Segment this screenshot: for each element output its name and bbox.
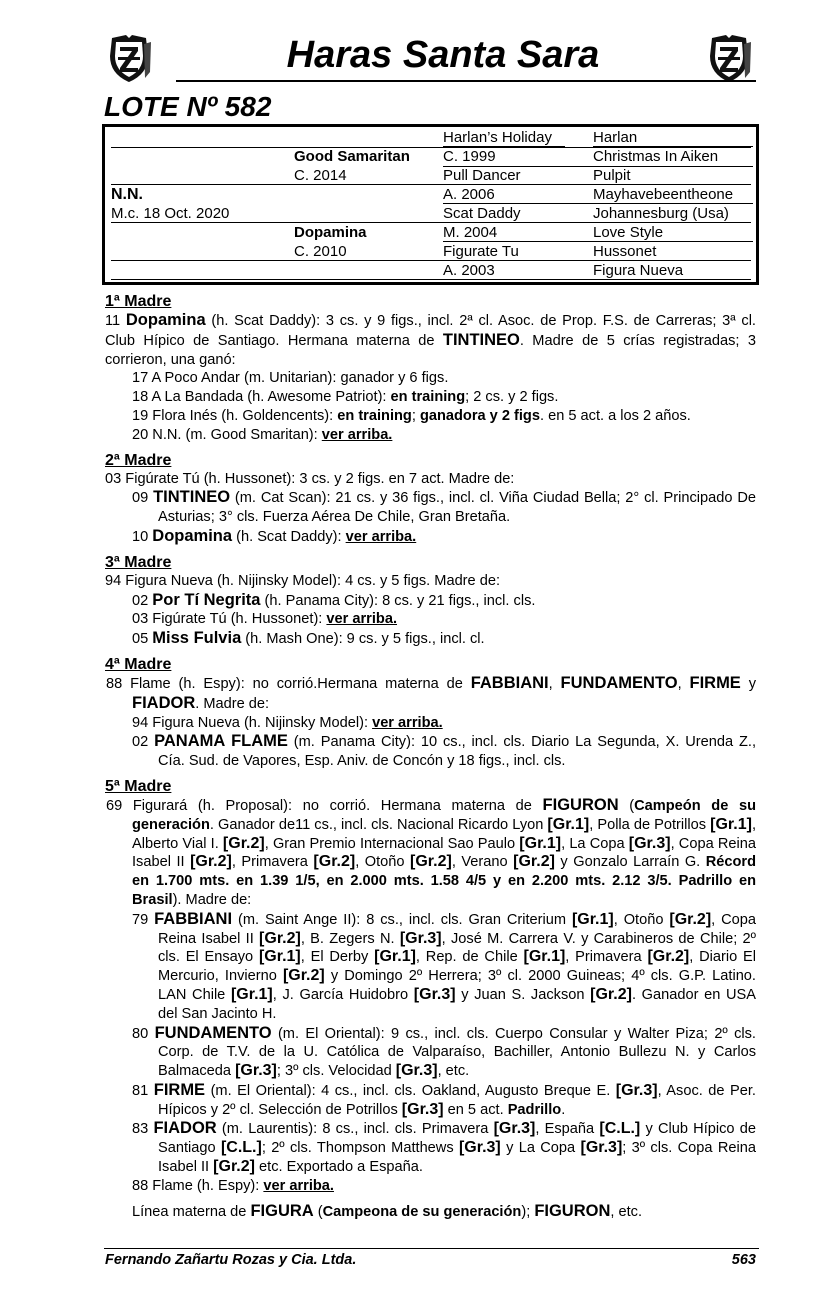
pedigree-cell: C. 1999 <box>443 148 496 165</box>
fifth-dam-entry: 69 Figurará (h. Proposal): no corrió. Hermana materna de FIGURON (Campeón de su generación. Ganador de11 cs., incl. cls. Nacional Ricardo Lyon [Gr.1], Polla de Potrillos [Gr.1], Alberto Vial I. [Gr.2], Gran Premio Internacional Sao Paulo [Gr.1], La Copa [Gr.3], Copa Reina Isabel II [Gr.2], Primavera [Gr.2], Otoño [Gr.2], Verano [Gr.2] y Gonzalo Larraín G. Récord en 1.700 mts. en 1.39 1/5, en 2.000 mts. 1.58 4/5 y en 2.200 mts. 2.12 3/5. Padrillo en Brasil). Madre de: <box>106 795 757 908</box>
see-above-link[interactable]: ver arriba. <box>345 528 417 545</box>
section-title-fourth-dam: 4ª Madre <box>105 655 172 673</box>
see-above-link[interactable]: ver arriba. <box>321 426 393 443</box>
produce-item: 03 Figúrate Tú (h. Hussonet): ver arriba. <box>132 611 398 628</box>
pedigree-cell: C. 2014 <box>294 167 347 184</box>
produce-item: 10 Dopamina (h. Scat Daddy): ver arriba. <box>132 526 417 545</box>
pedigree-row <box>105 243 756 262</box>
page-title: Haras Santa Sara <box>286 34 600 76</box>
pedigree-row <box>105 262 756 281</box>
pedigree-cell: Harlan <box>593 129 638 146</box>
pedigree-line <box>111 260 751 261</box>
produce-item: 19 Flora Inés (h. Goldencents): en training; ganadora y 2 figs. en 5 act. a los 2 años. <box>132 407 691 424</box>
section-title-fifth-dam: 5ª Madre <box>105 777 172 795</box>
horse-name: Miss Fulvia <box>152 629 242 648</box>
produce-item: 20 N.N. (m. Good Smaritan): ver arriba. <box>132 426 393 443</box>
pedigree-birth: M.c. 18 Oct. 2020 <box>111 205 230 222</box>
pedigree-row <box>105 167 756 186</box>
pedigree-line <box>111 184 751 185</box>
pedigree-cell: Figurate Tu <box>443 243 519 260</box>
pedigree-cell: M. 2004 <box>443 224 498 241</box>
produce-item: 02 PANAMA FLAME (m. Panama City): 10 cs., incl. cls. Diario La Segunda, X. Urenda Z., Cía. Sud. de Vapores, Esp. Aniv. de Concón y 18 figs., incl. cls. <box>132 732 757 770</box>
pedigree-line <box>443 203 753 204</box>
produce-item: 94 Figura Nueva (h. Nijinsky Model): ver arriba. <box>132 714 443 731</box>
produce-item: 02 Por Tí Negrita (h. Panama City): 8 cs. y 21 figs., incl. cls. <box>132 590 536 609</box>
pedigree-cell: Love Style <box>593 224 664 241</box>
pedigree-sire: Good Samaritan <box>294 148 410 165</box>
pedigree-table <box>102 124 759 285</box>
footer-divider <box>104 1248 759 1249</box>
pedigree-row <box>105 129 756 148</box>
see-above-link[interactable]: ver arriba. <box>263 1177 334 1194</box>
produce-item: 05 Miss Fulvia (h. Mash One): 9 cs. y 5 figs., incl. cl. <box>132 629 485 648</box>
pedigree-line <box>443 166 753 167</box>
pedigree-line <box>111 147 751 148</box>
produce-item: 88 Flame (h. Espy): ver arriba. <box>132 1177 334 1194</box>
produce-item: 79 FABBIANI (m. Saint Ange II): 8 cs., incl. cls. Gran Criterium [Gr.1], Otoño [Gr.2], Copa Reina Isabel II [Gr.2], B. Zegers N. [Gr.3], José M. Carrera V. y Carabineros de Chile; 2º cls. El Ensayo [Gr.1], El Derby [Gr.1], Rep. de Chile [Gr.1], Primavera [Gr.2], Diario El Mercurio, Invierno [Gr.2] y Domingo 2º Herrera; 3º cl. 2000 Guineas; 4º cls. G.P. Latino. LAN Chile [Gr.1], J. García Huidobro [Gr.3] y Juan S. Jackson [Gr.2]. Ganador en USA del San Jacinto H. <box>132 909 757 1022</box>
see-above-link[interactable]: ver arriba. <box>326 611 398 628</box>
pedigree-cell: A. 2003 <box>443 262 495 279</box>
pedigree-notes <box>105 292 756 1221</box>
produce-item: 17 A Poco Andar (m. Unitarian): ganador y 6 figs. <box>132 370 449 387</box>
pedigree-cell: C. 2010 <box>294 243 347 260</box>
header-divider <box>176 80 756 82</box>
page-number: 563 <box>731 1252 756 1268</box>
pedigree-cell: Pulpit <box>593 167 631 184</box>
pedigree-row <box>105 186 756 205</box>
pedigree-cell: Hussonet <box>593 243 657 260</box>
pedigree-line <box>443 241 753 242</box>
produce-item: 81 FIRME (m. El Oriental): 4 cs., incl. cls. Oakland, Augusto Breque E. [Gr.3], Asoc. de Per. Hípicos y 2º cl. Selección de Potrillos [Gr.3] en 5 act. Padrillo. <box>132 1080 756 1118</box>
lot-title: LOTE Nº 582 <box>104 91 272 122</box>
horse-name: PANAMA FLAME <box>154 732 288 751</box>
pedigree-horse-name: N.N. <box>111 186 143 203</box>
produce-item: 80 FUNDAMENTO (m. El Oriental): 9 cs., incl. cls. Cuerpo Consular y Walter Piza; 2º cls. Corp. de T.V. de la U. Católica de Valparaíso, Bachiller, Antonio Bullezu N. y Carlos Balmaceda [Gr.3]; 3º cls. Velocidad [Gr.3], etc. <box>132 1023 756 1080</box>
pedigree-cell: A. 2006 <box>443 186 495 203</box>
third-dam-entry: 94 Figura Nueva (h. Nijinsky Model): 4 cs. y 5 figs. Madre de: <box>105 572 501 589</box>
pedigree-row <box>105 224 756 243</box>
pedigree-line <box>111 279 751 280</box>
pedigree-cell: Scat Daddy <box>443 205 521 222</box>
horse-name: TINTINEO <box>153 488 231 507</box>
pedigree-cell: Johannesburg (Usa) <box>593 205 729 222</box>
zanartu-shield-logo-icon <box>704 32 754 84</box>
section-title-third-dam: 3ª Madre <box>105 553 172 571</box>
maternal-line-note: Línea materna de FIGURA (Campeona de su generación); FIGURON, etc. <box>132 1201 643 1220</box>
horse-name: Por Tí Negrita <box>152 590 261 609</box>
produce-item: 83 FIADOR (m. Laurentis): 8 cs., incl. cls. Primavera [Gr.3], España [C.L.] y Club Hípico de Santiago [C.L.]; 2º cls. Thompson Matthews [Gr.3] y La Copa [Gr.3]; 3º cls. Copa Reina Isabel II [Gr.2] etc. Exportado a España. <box>132 1119 756 1176</box>
pedigree-line <box>111 222 751 223</box>
pedigree-cell: Pull Dancer <box>443 167 521 184</box>
produce-item: 09 TINTINEO (m. Cat Scan): 21 cs. y 36 figs., incl. cl. Viña Ciudad Bella; 2° cl. Principado De Asturias; 3° cls. Fuerza Aérea De Chile, Gran Bretaña. <box>132 488 756 526</box>
pedigree-dam: Dopamina <box>294 224 367 241</box>
horse-name: Dopamina <box>125 311 206 329</box>
see-above-link[interactable]: ver arriba. <box>372 714 443 731</box>
pedigree-cell: Figura Nueva <box>593 262 684 279</box>
pedigree-row <box>105 148 756 167</box>
horse-name: Dopamina <box>152 526 233 545</box>
footer-company: Fernando Zañartu Rozas y Cia. Ltda. <box>105 1252 357 1268</box>
horse-name: TINTINEO <box>442 330 520 349</box>
pedigree-cell: Mayhavebeentheone <box>593 186 734 203</box>
zanartu-shield-logo-icon <box>104 32 154 84</box>
fourth-dam-entry: 88 Flame (h. Espy): no corrió.Hermana materna de FABBIANI, FUNDAMENTO, FIRME y FIADOR. Madre de: <box>106 673 756 712</box>
first-dam-entry: 11 Dopamina (h. Scat Daddy): 3 cs. y 9 figs., incl. 2ª cl. Asoc. de Prop. F.S. de Carreras; 3ª cl. Club Hípico de Santiago. Hermana materna de TINTINEO. Madre de 5 crías registradas; 3 corrieron, una ganó: <box>105 311 756 368</box>
produce-item: 18 A La Bandada (h. Awesome Patriot): en training; 2 cs. y 2 figs. <box>132 389 559 406</box>
pedigree-cell: Christmas In Aiken <box>593 148 719 165</box>
section-title-second-dam: 2ª Madre <box>105 451 172 469</box>
pedigree-cell: Harlan’s Holiday <box>443 129 552 146</box>
pedigree-row <box>105 205 756 224</box>
second-dam-entry: 03 Figúrate Tú (h. Hussonet): 3 cs. y 2 figs. en 7 act. Madre de: <box>105 470 515 487</box>
section-title-first-dam: 1ª Madre <box>105 293 172 310</box>
